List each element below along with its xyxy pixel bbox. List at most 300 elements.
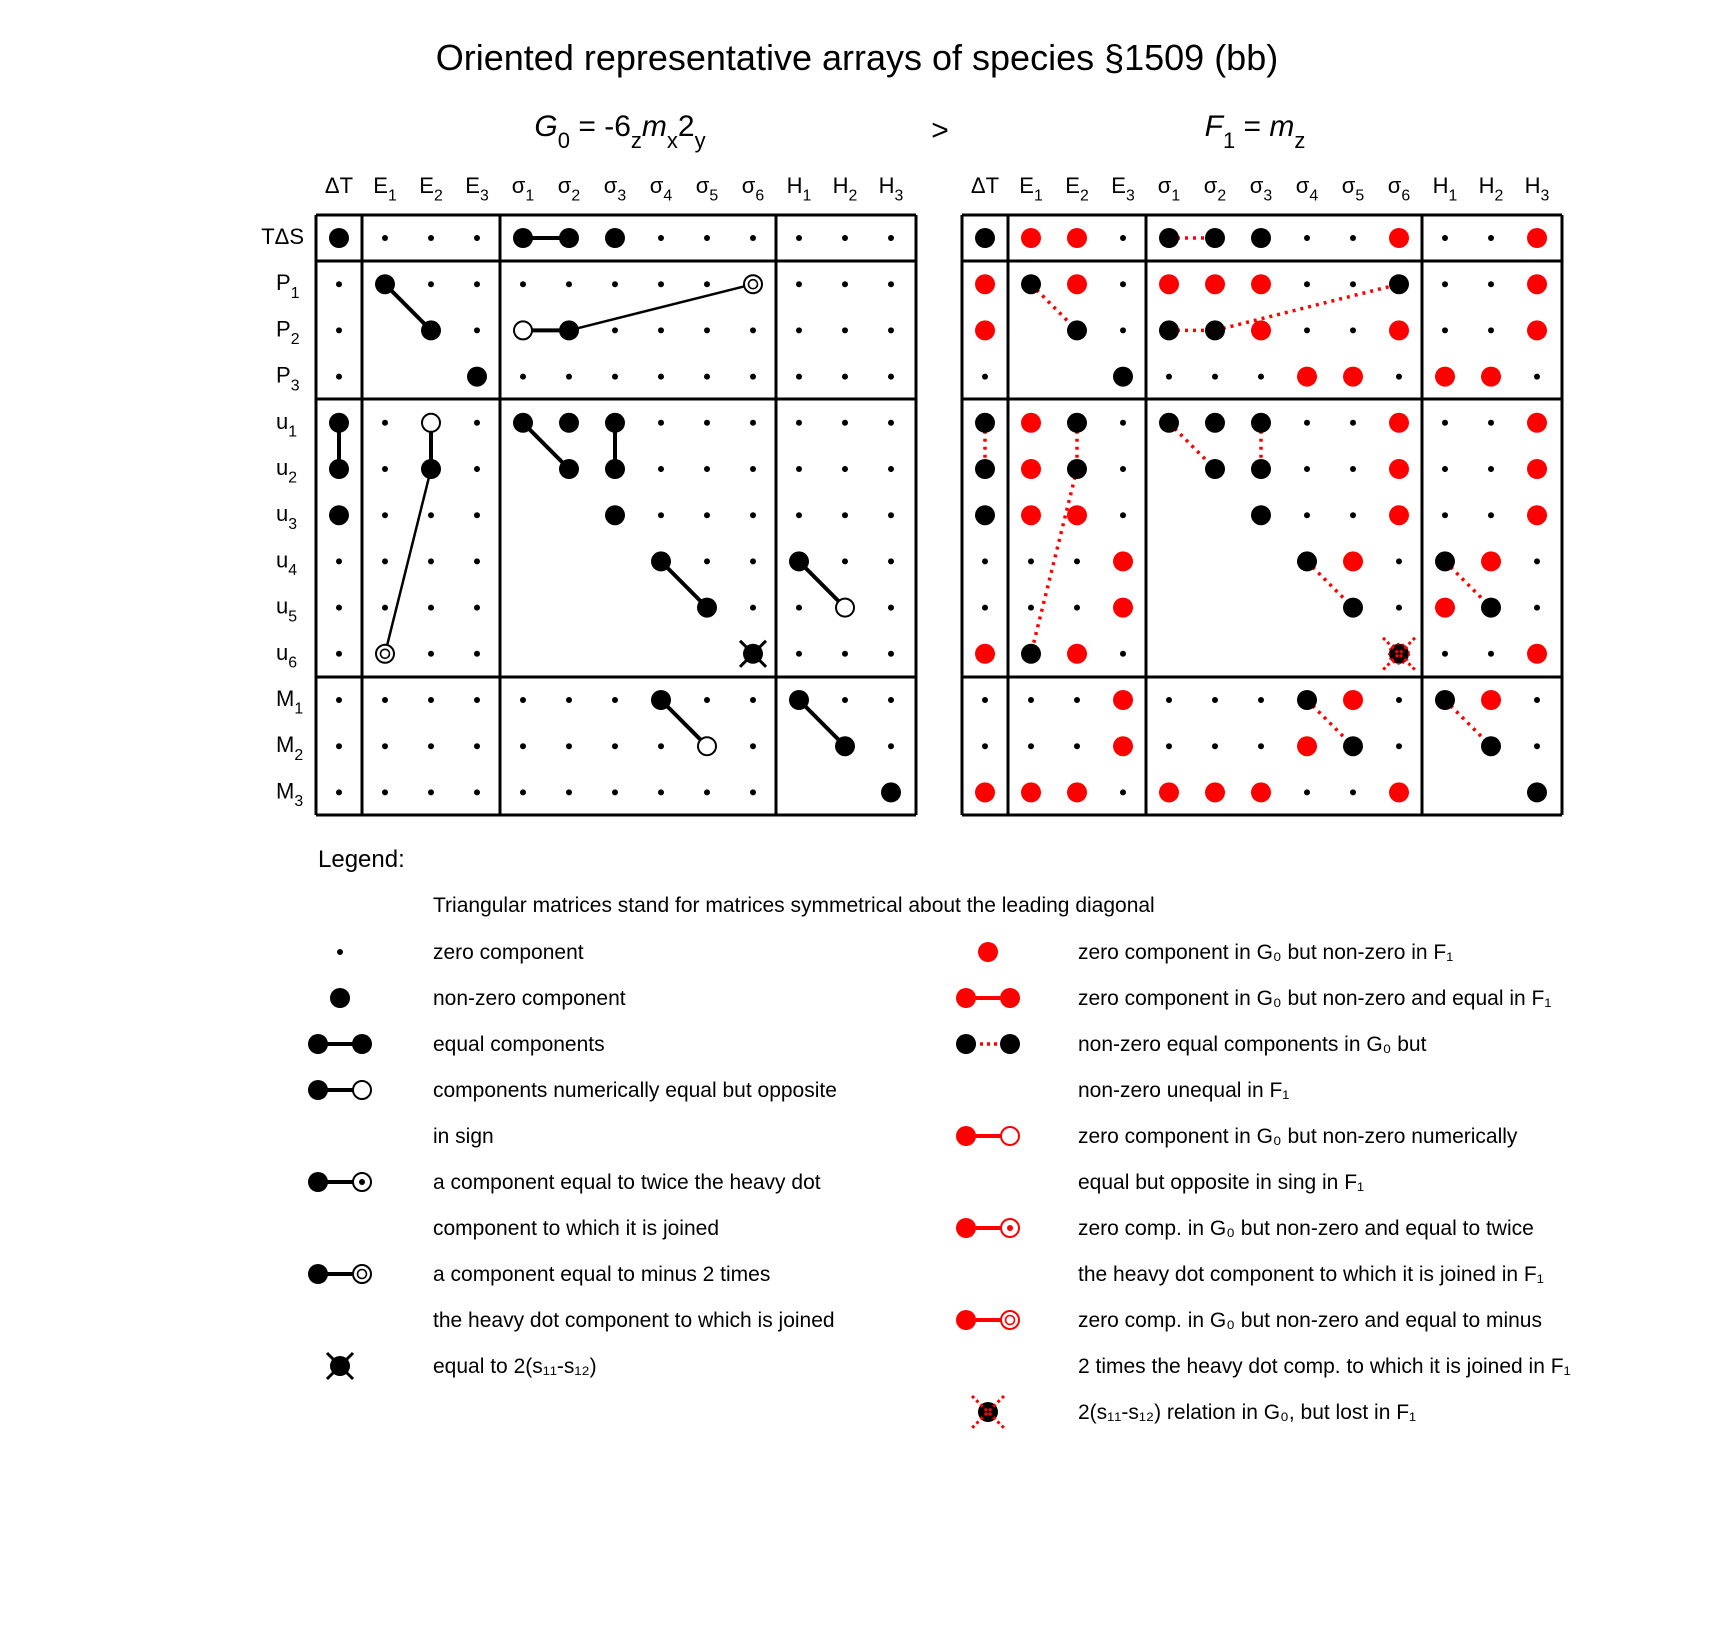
column-label: $E_1$	[373, 173, 397, 205]
zero-component-dot	[1350, 789, 1356, 795]
left-group-formula: $G_0 = -6_zm_x2_y$	[534, 110, 706, 153]
column-label: $E_3$	[1111, 173, 1135, 205]
opposite-sign-dot	[836, 599, 854, 617]
column-label: $\sigma_3$	[1249, 173, 1273, 205]
new-nonzero-red-dot	[1389, 413, 1409, 433]
zero-component-dot	[1442, 651, 1448, 657]
row-label: $P_3$	[276, 362, 300, 395]
zero-component-dot	[1120, 281, 1126, 287]
zero-component-dot	[842, 558, 848, 564]
zero-component-dot	[796, 327, 802, 333]
zero-component-dot	[1442, 327, 1448, 333]
new-nonzero-red-dot	[1067, 644, 1087, 664]
zero-component-dot	[658, 235, 664, 241]
new-nonzero-red-dot	[975, 782, 995, 802]
zero-component-dot	[428, 605, 434, 611]
zero-component-dot	[842, 512, 848, 518]
legend-pair-dot	[956, 1218, 976, 1238]
right-matrix	[962, 173, 1562, 815]
legend-pair-dot	[308, 1034, 328, 1054]
zero-component-dot	[1258, 697, 1264, 703]
zero-component-dot	[704, 374, 710, 380]
zero-component-dot	[1350, 235, 1356, 241]
left-matrix	[316, 173, 916, 815]
column-label: $\sigma_1$	[511, 173, 535, 205]
zero-component-dot	[336, 697, 342, 703]
zero-component-dot	[382, 420, 388, 426]
zero-component-dot	[428, 743, 434, 749]
nonzero-component-dot	[651, 551, 671, 571]
comparison-symbol: >	[931, 114, 949, 147]
nonzero-component-dot	[605, 505, 625, 525]
new-nonzero-red-dot	[1021, 459, 1041, 479]
zero-component-dot	[842, 327, 848, 333]
nonzero-component-dot	[559, 320, 579, 340]
nonzero-component-dot	[1067, 413, 1087, 433]
zero-component-dot	[888, 281, 894, 287]
zero-component-dot	[842, 235, 848, 241]
legend-big-dot	[330, 988, 350, 1008]
zero-component-dot	[1304, 420, 1310, 426]
opposite-sign-dot	[514, 321, 532, 339]
zero-component-dot	[612, 743, 618, 749]
zero-component-dot	[888, 327, 894, 333]
zero-component-dot	[474, 327, 480, 333]
zero-component-dot	[1074, 558, 1080, 564]
column-label: $\sigma_4$	[1295, 173, 1319, 205]
nonzero-component-dot	[1205, 228, 1225, 248]
zero-component-dot	[982, 605, 988, 611]
zero-component-dot	[1304, 281, 1310, 287]
new-nonzero-red-dot	[1527, 505, 1547, 525]
legend-pair-dot	[956, 1034, 976, 1054]
column-label: ΔT	[970, 173, 1000, 198]
nonzero-component-dot	[559, 459, 579, 479]
zero-component-dot	[888, 420, 894, 426]
zero-component-dot	[796, 512, 802, 518]
zero-component-dot	[1166, 743, 1172, 749]
new-nonzero-red-dot	[1389, 782, 1409, 802]
zero-component-dot	[658, 420, 664, 426]
nonzero-component-dot	[975, 459, 995, 479]
legend-pair-dot	[308, 1080, 328, 1100]
new-nonzero-red-dot	[1343, 690, 1363, 710]
new-nonzero-red-dot	[1159, 274, 1179, 294]
zero-component-dot	[1028, 605, 1034, 611]
legend-text: non-zero equal components in G₀ but	[1078, 1033, 1427, 1056]
legend-heading: Legend:	[318, 846, 405, 873]
nonzero-component-dot	[329, 413, 349, 433]
new-nonzero-red-dot	[1021, 782, 1041, 802]
column-label: $H_2$	[1478, 173, 1504, 205]
zero-component-dot	[796, 281, 802, 287]
nonzero-component-dot	[329, 459, 349, 479]
zero-component-dot	[750, 558, 756, 564]
zero-component-dot	[336, 605, 342, 611]
zero-component-dot	[382, 697, 388, 703]
zero-component-dot	[1488, 651, 1494, 657]
zero-component-dot	[888, 235, 894, 241]
legend-text: equal but opposite in sing in F₁	[1078, 1171, 1365, 1194]
zero-component-dot	[888, 697, 894, 703]
zero-component-dot	[888, 374, 894, 380]
row-label: $M_2$	[276, 732, 304, 764]
new-nonzero-red-dot	[1021, 228, 1041, 248]
new-nonzero-red-dot	[975, 644, 995, 664]
nonzero-component-dot	[1205, 320, 1225, 340]
zero-component-dot	[1488, 420, 1494, 426]
zero-component-dot	[1304, 327, 1310, 333]
zero-component-dot	[842, 466, 848, 472]
minus-two-times-dot	[744, 275, 762, 293]
opposite-sign-dot	[698, 737, 716, 755]
zero-component-dot	[474, 651, 480, 657]
legend-text: a component equal to minus 2 times	[433, 1263, 771, 1286]
zero-component-dot	[704, 697, 710, 703]
row-label: $u_5$	[276, 593, 298, 626]
zero-component-dot	[750, 789, 756, 795]
zero-component-dot	[750, 743, 756, 749]
zero-component-dot	[382, 743, 388, 749]
legend-text: non-zero unequal in F₁	[1078, 1079, 1290, 1102]
legend-pair-ring	[1001, 1311, 1019, 1329]
new-nonzero-red-dot	[1297, 367, 1317, 387]
zero-component-dot	[1120, 327, 1126, 333]
zero-component-dot	[428, 235, 434, 241]
zero-component-dot	[796, 235, 802, 241]
legend-pair-dot	[956, 1126, 976, 1146]
zero-component-dot	[1396, 697, 1402, 703]
new-nonzero-red-dot	[975, 320, 995, 340]
column-label: $\sigma_6$	[741, 173, 765, 205]
zero-component-dot	[842, 374, 848, 380]
nonzero-component-dot	[467, 367, 487, 387]
zero-component-dot	[888, 651, 894, 657]
nonzero-component-dot	[1159, 320, 1179, 340]
legend-intro: Triangular matrices stand for matrices symmetrical about the leading diagonal	[433, 894, 1155, 917]
zero-component-dot	[1120, 420, 1126, 426]
legend-text: equal components	[433, 1033, 605, 1056]
right-group-heading	[1205, 110, 1306, 153]
zero-component-dot	[1028, 558, 1034, 564]
column-label: $E_1$	[1019, 173, 1043, 205]
column-label: $H_3$	[1524, 173, 1550, 205]
zero-component-dot	[474, 605, 480, 611]
zero-component-dot	[428, 789, 434, 795]
zero-component-dot	[750, 235, 756, 241]
zero-component-dot	[382, 789, 388, 795]
legend-text: zero component in G₀ but non-zero and equal in F₁	[1078, 987, 1552, 1010]
new-nonzero-red-dot	[1389, 505, 1409, 525]
nonzero-component-dot	[1297, 551, 1317, 571]
zero-component-dot	[982, 374, 988, 380]
legend-pair-center	[359, 1179, 365, 1185]
legend-pair-dot	[956, 1310, 976, 1330]
zero-component-dot	[520, 374, 526, 380]
row-label: $P_1$	[276, 270, 300, 302]
column-label: $\sigma_5$	[1341, 173, 1365, 205]
zero-component-dot	[1396, 605, 1402, 611]
new-nonzero-red-dot	[1159, 782, 1179, 802]
zero-component-dot	[1442, 281, 1448, 287]
zero-component-dot	[1442, 235, 1448, 241]
zero-component-dot	[1212, 743, 1218, 749]
nonzero-component-dot	[881, 782, 901, 802]
new-nonzero-red-dot	[1389, 459, 1409, 479]
zero-component-dot	[1074, 697, 1080, 703]
row-labels	[261, 224, 304, 810]
zero-component-dot	[520, 789, 526, 795]
zero-component-dot	[1304, 235, 1310, 241]
nonzero-component-dot	[1113, 367, 1133, 387]
column-label: $H_1$	[786, 173, 812, 205]
zero-component-dot	[1212, 374, 1218, 380]
zero-component-dot	[336, 374, 342, 380]
legend-text: a component equal to twice the heavy dot	[433, 1171, 821, 1194]
nonzero-component-dot	[605, 413, 625, 433]
zero-component-dot	[428, 651, 434, 657]
zero-component-dot	[428, 558, 434, 564]
column-label: $E_3$	[465, 173, 489, 205]
new-nonzero-red-dot	[1343, 367, 1363, 387]
nonzero-component-dot	[975, 505, 995, 525]
nonzero-component-dot	[513, 228, 533, 248]
zero-component-dot	[474, 743, 480, 749]
nonzero-component-dot	[1205, 459, 1225, 479]
nonzero-component-dot	[1435, 551, 1455, 571]
nonzero-component-dot	[835, 736, 855, 756]
nonzero-component-dot	[1389, 274, 1409, 294]
new-nonzero-red-dot	[1067, 274, 1087, 294]
zero-component-dot	[750, 697, 756, 703]
zero-component-dot	[382, 466, 388, 472]
new-nonzero-red-dot	[1481, 367, 1501, 387]
zero-component-dot	[1534, 374, 1540, 380]
row-label: $u_6$	[276, 639, 298, 672]
zero-component-dot	[612, 789, 618, 795]
legend-pair-dot	[308, 1172, 328, 1192]
zero-component-dot	[888, 743, 894, 749]
zero-component-dot	[658, 327, 664, 333]
zero-component-dot	[474, 512, 480, 518]
legend-text: zero component in G₀ but non-zero in F₁	[1078, 941, 1454, 964]
legend-pair-ring	[353, 1081, 371, 1099]
zero-component-dot	[612, 374, 618, 380]
opposite-sign-dot	[422, 414, 440, 432]
zero-component-dot	[1396, 558, 1402, 564]
zero-component-dot	[428, 281, 434, 287]
zero-component-dot	[888, 512, 894, 518]
zero-component-dot	[750, 512, 756, 518]
legend-text: non-zero component	[433, 987, 626, 1010]
zero-component-dot	[1488, 281, 1494, 287]
zero-component-dot	[382, 605, 388, 611]
zero-component-dot	[1120, 789, 1126, 795]
new-nonzero-red-dot	[1481, 551, 1501, 571]
zero-component-dot	[658, 374, 664, 380]
zero-component-dot	[1166, 697, 1172, 703]
zero-component-dot	[796, 466, 802, 472]
column-label: $E_2$	[419, 173, 443, 205]
column-label: $\sigma_2$	[1203, 173, 1227, 205]
nonzero-component-dot	[1297, 690, 1317, 710]
legend-text: zero comp. in G₀ but non-zero and equal to minus	[1078, 1309, 1542, 1332]
zero-component-dot	[1534, 605, 1540, 611]
zero-component-dot	[888, 558, 894, 564]
nonzero-component-dot	[1251, 228, 1271, 248]
zero-component-dot	[888, 466, 894, 472]
zero-component-dot	[888, 605, 894, 611]
legend-big-dot	[978, 942, 998, 962]
legend-pair-dot	[1000, 1034, 1020, 1054]
column-label: $\sigma_4$	[649, 173, 673, 205]
column-label: $E_2$	[1065, 173, 1089, 205]
zero-component-dot	[566, 374, 572, 380]
new-nonzero-red-dot	[1067, 228, 1087, 248]
zero-component-dot	[1120, 466, 1126, 472]
legend-text: zero component in G₀ but non-zero numerically	[1078, 1125, 1518, 1148]
zero-component-dot	[1396, 374, 1402, 380]
row-label: $u_2$	[276, 455, 298, 487]
zero-component-dot	[336, 651, 342, 657]
zero-component-dot	[474, 789, 480, 795]
legend-pair-dot	[352, 1034, 372, 1054]
new-nonzero-red-dot	[1435, 598, 1455, 618]
row-label: $M_3$	[276, 778, 304, 811]
zero-component-dot	[1442, 420, 1448, 426]
new-nonzero-red-dot	[1527, 274, 1547, 294]
new-nonzero-red-dot	[1343, 551, 1363, 571]
zero-component-dot	[1488, 327, 1494, 333]
new-nonzero-red-dot	[1389, 228, 1409, 248]
new-nonzero-red-dot	[1435, 367, 1455, 387]
nonzero-component-dot	[421, 320, 441, 340]
zero-component-dot	[1488, 466, 1494, 472]
nonzero-component-dot	[789, 690, 809, 710]
zero-component-dot	[612, 281, 618, 287]
relation-link	[385, 469, 431, 654]
relation-link	[569, 284, 753, 330]
zero-component-dot	[1396, 743, 1402, 749]
nonzero-component-dot	[559, 413, 579, 433]
zero-component-dot	[658, 743, 664, 749]
zero-component-dot	[658, 466, 664, 472]
legend-text: the heavy dot component to which it is joined in F₁	[1078, 1263, 1544, 1286]
column-label: $H_1$	[1432, 173, 1458, 205]
column-label: $H_3$	[878, 173, 904, 205]
zero-component-dot	[428, 697, 434, 703]
zero-component-dot	[474, 558, 480, 564]
zero-component-dot	[842, 697, 848, 703]
zero-component-dot	[1488, 512, 1494, 518]
zero-component-dot	[796, 651, 802, 657]
legend-pair-center	[1007, 1225, 1013, 1231]
zero-component-dot	[1120, 235, 1126, 241]
new-nonzero-red-dot	[1527, 320, 1547, 340]
zero-component-dot	[1488, 235, 1494, 241]
column-label: ΔT	[324, 173, 354, 198]
zero-component-dot	[796, 420, 802, 426]
legend-text: 2 times the heavy dot comp. to which it is joined in F₁	[1078, 1355, 1571, 1378]
new-nonzero-red-dot	[1481, 690, 1501, 710]
zero-component-dot	[382, 512, 388, 518]
zero-component-dot	[1166, 374, 1172, 380]
new-nonzero-red-dot	[1527, 459, 1547, 479]
new-nonzero-red-dot	[1113, 736, 1133, 756]
zero-component-dot	[842, 651, 848, 657]
column-label: $\sigma_3$	[603, 173, 627, 205]
zero-component-dot	[982, 697, 988, 703]
zero-component-dot	[796, 605, 802, 611]
legend-pair-ring	[353, 1265, 371, 1283]
zero-component-dot	[336, 789, 342, 795]
nonzero-component-dot	[1067, 459, 1087, 479]
new-nonzero-red-dot	[1067, 505, 1087, 525]
zero-component-dot	[658, 512, 664, 518]
legend-pair-dot	[308, 1264, 328, 1284]
new-nonzero-red-dot	[1205, 274, 1225, 294]
zero-component-dot	[842, 281, 848, 287]
column-label: $\sigma_5$	[695, 173, 719, 205]
zero-component-dot	[750, 327, 756, 333]
zero-component-dot	[520, 743, 526, 749]
zero-component-dot	[566, 789, 572, 795]
zero-component-dot	[1074, 743, 1080, 749]
zero-component-dot	[474, 466, 480, 472]
zero-component-dot	[1258, 374, 1264, 380]
zero-component-dot	[336, 281, 342, 287]
zero-component-dot	[704, 420, 710, 426]
row-label: $u_1$	[276, 408, 298, 441]
zero-component-dot	[474, 281, 480, 287]
zero-component-dot	[520, 697, 526, 703]
column-label: $\sigma_1$	[1157, 173, 1181, 205]
zero-component-dot	[1350, 281, 1356, 287]
new-nonzero-red-dot	[1113, 551, 1133, 571]
zero-component-dot	[750, 374, 756, 380]
zero-component-dot	[704, 558, 710, 564]
zero-component-dot	[982, 743, 988, 749]
zero-component-dot	[1534, 558, 1540, 564]
nonzero-component-dot	[1251, 505, 1271, 525]
nonzero-component-dot	[1159, 413, 1179, 433]
zero-component-dot	[1258, 743, 1264, 749]
zero-component-dot	[1350, 466, 1356, 472]
zero-component-dot	[704, 466, 710, 472]
zero-component-dot	[750, 420, 756, 426]
zero-component-dot	[382, 235, 388, 241]
zero-component-dot	[704, 281, 710, 287]
nonzero-component-dot	[605, 459, 625, 479]
legend-small-dot	[337, 949, 343, 955]
new-nonzero-red-dot	[1251, 274, 1271, 294]
zero-component-dot	[842, 420, 848, 426]
zero-component-dot	[704, 235, 710, 241]
left-group-heading	[534, 110, 705, 153]
zero-component-dot	[704, 327, 710, 333]
zero-component-dot	[1350, 420, 1356, 426]
legend-pair-dot	[1000, 988, 1020, 1008]
nonzero-component-dot	[1481, 598, 1501, 618]
zero-component-dot	[428, 512, 434, 518]
zero-component-dot	[566, 697, 572, 703]
minus-two-times-dot	[376, 645, 394, 663]
zero-component-dot	[1028, 743, 1034, 749]
nonzero-component-dot	[1067, 320, 1087, 340]
zero-component-dot	[612, 327, 618, 333]
legend-text: 2(s₁₁-s₁₂) relation in G₀, but lost in F₁	[1078, 1401, 1417, 1424]
new-nonzero-red-dot	[1389, 320, 1409, 340]
